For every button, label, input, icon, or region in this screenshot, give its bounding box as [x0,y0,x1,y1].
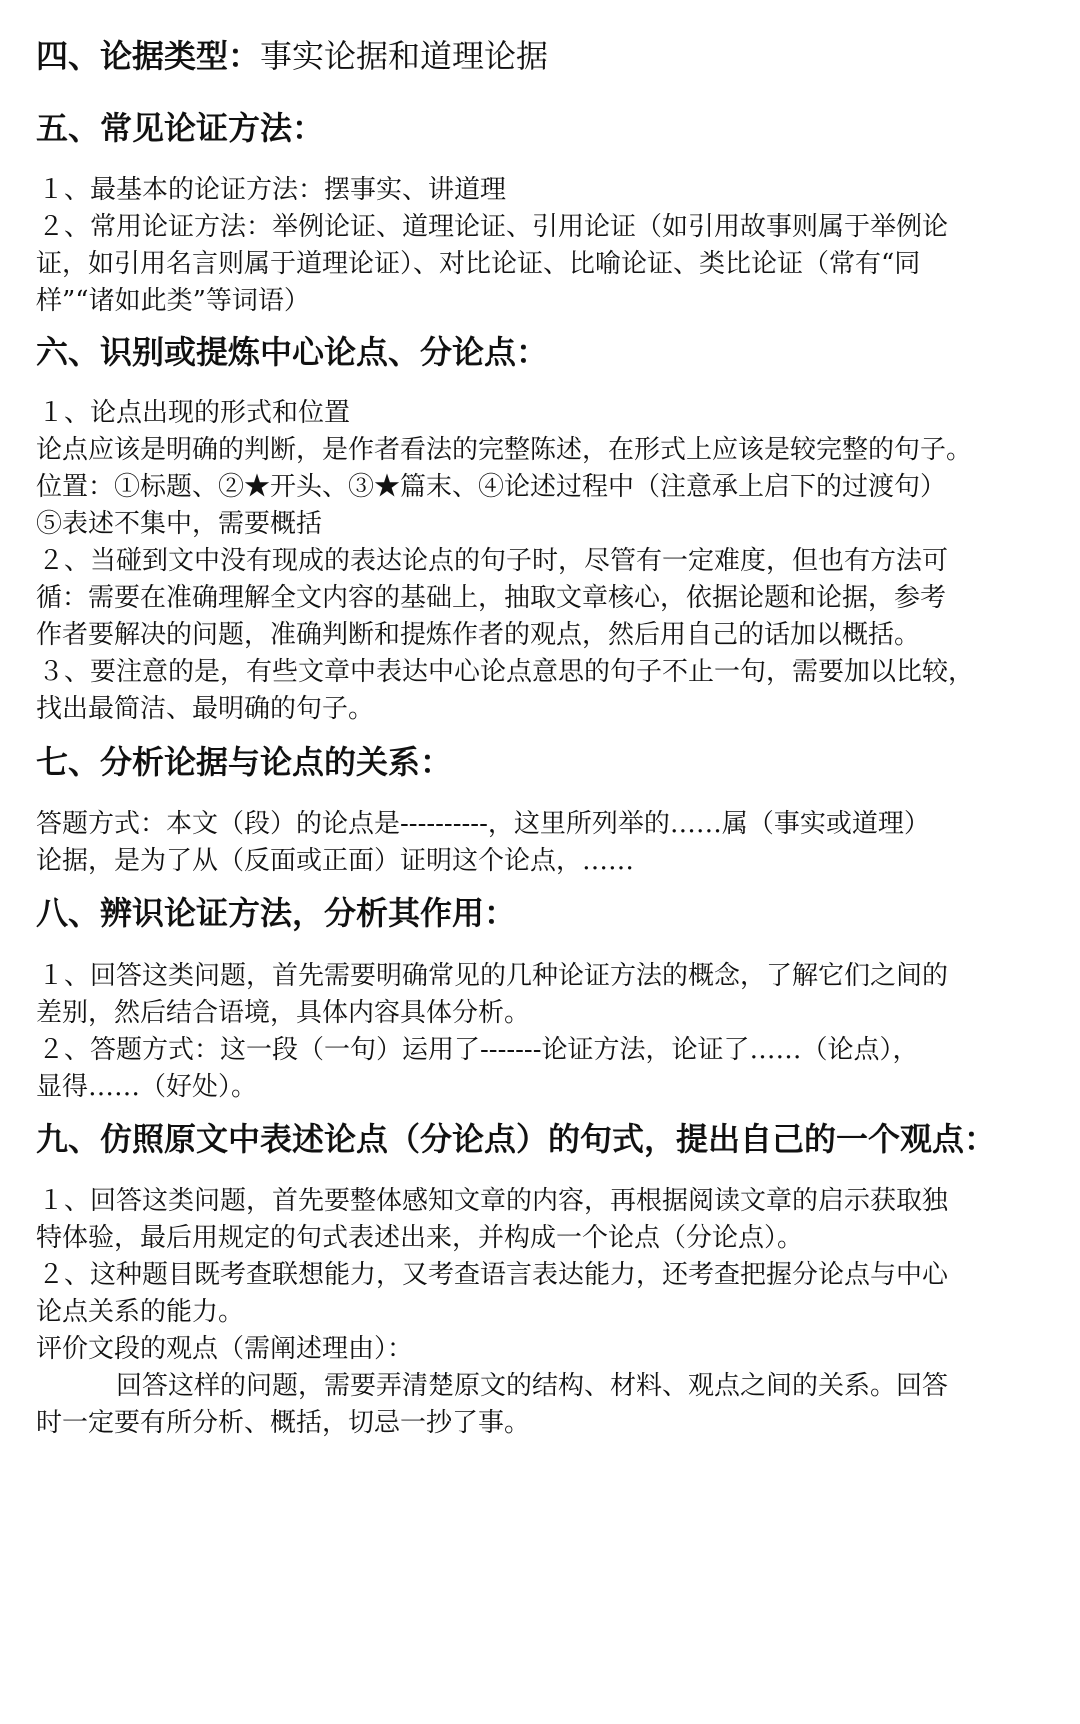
paragraph-line: 样”“诸如此类”等词语） [36,286,310,316]
paragraph-line: 论据，是为了从（反面或正面）证明这个论点，…… [36,846,635,876]
paragraph-line: １、最基本的论证方法：摆事实、讲道理 [38,175,507,205]
paragraph-line: ３、要注意的是，有些文章中表达中心论点意思的句子不止一句，需要加以比较， [38,657,975,687]
paragraph-line: 证，如引用名言则属于道理论证）、对比论证、比喻论证、类比论证（常有“同 [36,249,921,279]
paragraph-line: 论点应该是明确的判断，是作者看法的完整陈述，在形式上应该是较完整的句子。 [36,435,973,465]
paragraph-line: ２、常用论证方法：举例论证、道理论证、引用论证（如引用故事则属于举例论 [38,212,949,242]
paragraph-line: 找出最简洁、最明确的句子。 [36,694,375,724]
paragraph-line: ２、答题方式：这一段（一句）运用了-------论证方法，论证了……（论点）， [38,1035,919,1065]
heading-section-9: 九、仿照原文中表述论点（分论点）的句式，提出自己的一个观点： [36,1120,997,1158]
heading-section-4-subtitle: 事实论据和道理论据 [260,37,549,75]
paragraph-line: 时一定要有所分析、概括，切忌一抄了事。 [36,1408,531,1438]
heading-section-4 [36,36,548,76]
paragraph-line: ⑤表述不集中，需要概括 [36,509,323,539]
paragraph-line: 显得……（好处）。 [36,1072,258,1102]
heading-section-7: 七、分析论据与论点的关系： [36,743,453,781]
paragraph-line: １、回答这类问题，首先要整体感知文章的内容，再根据阅读文章的启示获取独 [38,1186,949,1216]
paragraph-line: 特体验，最后用规定的句式表述出来，并构成一个论点（分论点）。 [36,1223,804,1253]
paragraph-line: ２、当碰到文中没有现成的表达论点的句子时，尽管有一定难度，但也有方法可 [38,546,949,576]
paragraph-line: 回答这样的问题，需要弄清楚原文的结构、材料、观点之间的关系。回答 [116,1371,949,1401]
paragraph-line: 作者要解决的问题，准确判断和提炼作者的观点，然后用自己的话加以概括。 [36,620,921,650]
paragraph-line: １、回答这类问题，首先需要明确常见的几种论证方法的概念，了解它们之间的 [38,961,949,991]
heading-section-6: 六、识别或提炼中心论点、分论点： [36,333,549,371]
paragraph-line: 评价文段的观点（需阐述理由）： [36,1334,414,1364]
heading-section-4-label: 四、论据类型： [36,37,261,75]
paragraph-line: 差别，然后结合语境，具体内容具体分析。 [36,998,531,1028]
paragraph-line: 位置：①标题、②★开头、③★篇末、④论述过程中（注意承上启下的过渡句） [36,472,947,502]
paragraph-line: 论点关系的能力。 [36,1297,245,1327]
paragraph-line: 循：需要在准确理解全文内容的基础上，抽取文章核心，依据论题和论据，参考 [36,583,947,613]
heading-section-5: 五、常见论证方法： [36,109,325,147]
paragraph-line: １、论点出现的形式和位置 [38,398,351,428]
heading-section-8: 八、辨识论证方法，分析其作用： [36,894,517,932]
paragraph-line: 答题方式：本文（段）的论点是----------，这里所列举的……属（事实或道理） [36,809,930,839]
paragraph-line: ２、这种题目既考查联想能力，又考查语言表达能力，还考查把握分论点与中心 [38,1260,949,1290]
